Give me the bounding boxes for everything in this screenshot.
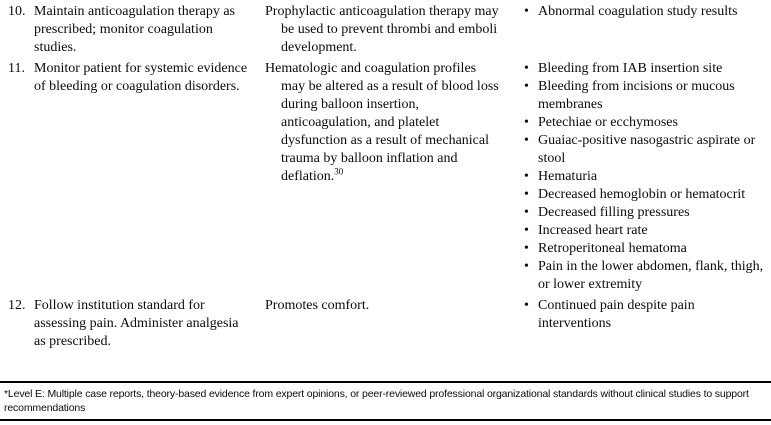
bullet-icon: •	[524, 259, 529, 274]
bullet-icon: •	[524, 115, 529, 130]
sign-text: Continued pain despite pain interventions	[538, 298, 695, 331]
sign-text: Petechiae or ecchymoses	[538, 115, 678, 130]
bullet-icon: •	[524, 4, 529, 19]
sign-text: Decreased filling pressures	[538, 205, 690, 220]
sign-text: Pain in the lower abdomen, flank, thigh, or lower extremity	[538, 259, 764, 292]
sign-text: Decreased hemoglobin or hematocrit	[538, 187, 746, 202]
intervention-cell	[0, 297, 258, 351]
sign-item	[515, 3, 765, 21]
bullet-icon: •	[524, 298, 529, 313]
bullet-icon: •	[524, 61, 529, 76]
rationale-text: Hematologic and coagulation profiles may be altered as a result of blood loss during balloon insertion, anticoagulation, and platelet dysfunction as a result of mechanical trauma by balloon inflation and deflation.	[265, 61, 499, 184]
rationale-cell	[258, 3, 515, 57]
intervention-number: 11.	[8, 61, 25, 76]
signs-list	[515, 297, 771, 351]
sign-item	[515, 297, 765, 333]
sign-item	[515, 222, 765, 240]
sign-item	[515, 60, 765, 78]
intervention-cell	[0, 3, 258, 57]
reference-superscript: 30	[334, 166, 344, 177]
sign-item	[515, 114, 765, 132]
footnote-top-rule	[0, 381, 771, 383]
bullet-icon: •	[524, 205, 529, 220]
table-bottom-rule	[0, 419, 771, 421]
signs-list	[515, 3, 771, 57]
sign-item	[515, 132, 765, 168]
rationale-cell	[258, 60, 515, 294]
sign-item	[515, 186, 765, 204]
bullet-icon: •	[524, 79, 529, 94]
sign-item	[515, 240, 765, 258]
bullet-icon: •	[524, 223, 529, 238]
bullet-icon: •	[524, 187, 529, 202]
rationale-text: Promotes comfort.	[265, 298, 370, 313]
table-footnote: *Level E: Multiple case reports, theory-based evidence from expert opinions, or peer-reviewed professional organizational standards without clinical studies to support recommendations	[4, 388, 749, 414]
table-row	[0, 60, 771, 294]
bullet-icon: •	[524, 169, 529, 184]
sign-item	[515, 78, 765, 114]
sign-text: Guaiac-positive nasogastric aspirate or stool	[538, 133, 756, 166]
sign-text: Bleeding from IAB insertion site	[538, 61, 723, 76]
sign-text: Increased heart rate	[538, 223, 648, 238]
intervention-cell	[0, 60, 258, 294]
table-row	[0, 3, 771, 57]
intervention-number: 12.	[8, 298, 26, 313]
sign-text: Bleeding from incisions or mucous membranes	[538, 79, 735, 112]
sign-item	[515, 258, 765, 294]
intervention-number: 10.	[8, 4, 26, 19]
bullet-icon: •	[524, 241, 529, 256]
intervention-text: Follow institution standard for assessing pain. Administer analgesia as prescribed.	[34, 298, 239, 349]
sign-text: Abnormal coagulation study results	[538, 4, 738, 19]
bullet-icon: •	[524, 133, 529, 148]
rationale-text: Prophylactic anticoagulation therapy may be used to prevent thrombi and emboli development.	[265, 4, 499, 55]
sign-text: Retroperitoneal hematoma	[538, 241, 687, 256]
sign-item	[515, 204, 765, 222]
intervention-text: Maintain anticoagulation therapy as prescribed; monitor coagulation studies.	[34, 4, 235, 55]
intervention-text: Monitor patient for systemic evidence of bleeding or coagulation disorders.	[34, 61, 248, 94]
sign-item	[515, 168, 765, 186]
sign-text: Hematuria	[538, 169, 598, 184]
rationale-cell	[258, 297, 515, 351]
signs-list	[515, 60, 771, 294]
table-row	[0, 297, 771, 351]
